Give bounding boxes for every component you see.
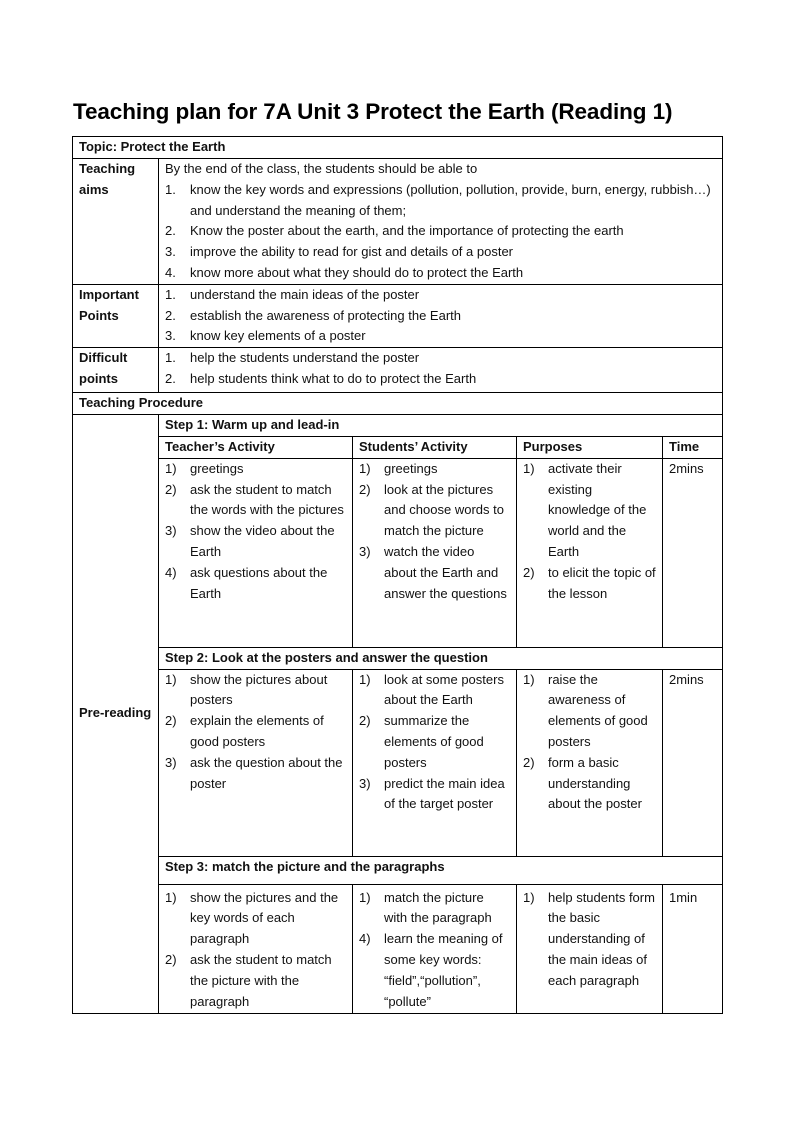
list-item [359, 929, 510, 1012]
list-item-text: know key elements of a poster [190, 328, 366, 344]
important-row [73, 284, 723, 347]
header-purposes: Purposes [517, 436, 663, 458]
aims-label: Teaching aims [73, 159, 159, 285]
time-cell: 2mins [663, 669, 723, 856]
step1-title-row [73, 415, 723, 437]
header-teacher: Teacher’s Activity [159, 436, 353, 458]
list-item [165, 285, 716, 306]
list-item-text: match the picture with the paragraph [384, 889, 492, 926]
list-item [165, 888, 346, 950]
list-item [359, 711, 510, 773]
list-item-number: 3) [359, 543, 371, 559]
purposes-list [523, 670, 656, 816]
list-item-number: 1. [165, 350, 176, 366]
list-item [165, 670, 346, 712]
list-item-number: 2) [165, 713, 177, 729]
step2-title-row [73, 647, 723, 669]
list-item [165, 306, 716, 327]
list-item [359, 459, 510, 480]
list-item-number: 1) [523, 671, 535, 687]
document-title: Teaching plan for 7A Unit 3 Protect the Earth (Reading 1) [73, 99, 673, 124]
procedure-row [73, 393, 723, 415]
list-item [165, 753, 346, 795]
difficult-list [165, 348, 716, 390]
list-item-text: understand the main ideas of the poster [190, 286, 420, 302]
list-item-text: look at some posters about the Earth [384, 671, 504, 708]
list-item [165, 180, 716, 222]
difficult-label: Difficult points [73, 348, 159, 393]
topic-row [73, 137, 723, 159]
list-item [165, 326, 716, 347]
step1-content-row [73, 458, 723, 647]
teacher-activity-list [165, 459, 346, 605]
list-item-text: activate their existing knowledge of the world and the Earth [548, 460, 647, 559]
list-item-text: show the pictures about posters [190, 671, 328, 708]
teacher-activity-list [165, 888, 346, 1013]
list-item-text: watch the video about the Earth and answer the questions [384, 543, 507, 601]
header-time: Time [663, 436, 723, 458]
list-item-text: ask questions about the Earth [190, 564, 328, 601]
difficult-content [159, 348, 723, 393]
list-item-text: greetings [190, 460, 244, 476]
students-activity-list [359, 888, 510, 1013]
students-activity-cell [353, 458, 517, 647]
list-item-text: know the key words and expressions (pollution, pollution, provide, burn, energy, rubbish…) and understand the meaning of them; [190, 181, 711, 218]
teacher-activity-cell [159, 669, 353, 856]
list-item [165, 711, 346, 753]
students-activity-cell [353, 669, 517, 856]
list-item [165, 950, 346, 1012]
list-item-text: Know the poster about the earth, and the importance of protecting the earth [190, 223, 624, 239]
list-item-text: predict the main idea of the target poster [384, 775, 505, 812]
list-item-number: 1) [523, 889, 535, 905]
list-item-number: 4) [165, 564, 177, 580]
list-item-text: learn the meaning of some key words: “field”,“pollution”, “pollute” [384, 931, 503, 1009]
list-item [165, 263, 716, 284]
purposes-list [523, 459, 656, 605]
list-item [165, 369, 716, 390]
list-item-number: 2) [523, 564, 535, 580]
procedure-label: Teaching Procedure [73, 393, 723, 415]
teacher-activity-cell [159, 458, 353, 647]
important-content [159, 284, 723, 347]
step-title: Step 1: Warm up and lead-in [159, 415, 723, 437]
list-item-text: help the students understand the poster [190, 350, 420, 366]
list-item-number: 3. [165, 244, 176, 260]
list-item-text: form a basic understanding about the poster [548, 754, 642, 812]
column-headers-row [73, 436, 723, 458]
list-item-number: 1) [523, 460, 535, 476]
list-item-text: improve the ability to read for gist and details of a poster [190, 244, 514, 260]
list-item-number: 1) [165, 460, 177, 476]
aims-content [159, 159, 723, 285]
topic-cell: Topic: Protect the Earth [73, 137, 723, 159]
list-item-number: 3) [359, 775, 371, 791]
list-item [165, 242, 716, 263]
students-activity-cell [353, 884, 517, 1013]
purposes-cell [517, 669, 663, 856]
list-item [165, 459, 346, 480]
list-item [165, 521, 346, 563]
stage-label: Pre-reading [73, 415, 159, 1013]
aims-row [73, 159, 723, 285]
time-cell: 2mins [663, 458, 723, 647]
list-item [165, 480, 346, 522]
list-item-number: 1. [165, 181, 176, 197]
step-title: Step 3: match the picture and the paragraphs [159, 856, 723, 884]
teacher-activity-cell [159, 884, 353, 1013]
list-item-text: help students form the basic understanding of the main ideas of each paragraph [548, 889, 655, 988]
list-item-number: 2. [165, 370, 176, 386]
list-item [523, 753, 656, 815]
list-item-number: 3) [165, 754, 177, 770]
list-item-text: show the video about the Earth [190, 523, 335, 559]
list-item [359, 542, 510, 604]
teacher-activity-list [165, 670, 346, 795]
list-item [359, 774, 510, 816]
list-item [523, 459, 656, 563]
aims-list [165, 180, 716, 284]
list-item-number: 2) [523, 754, 535, 770]
list-item-text: look at the pictures and choose words to match the picture [384, 481, 504, 539]
teaching-plan-table [72, 136, 723, 1014]
list-item-number: 2) [165, 481, 177, 497]
time-cell: 1min [663, 884, 723, 1013]
list-item-text: know more about what they should do to protect the Earth [190, 264, 524, 280]
list-item-number: 2) [359, 481, 371, 497]
list-item-number: 2) [165, 951, 177, 967]
list-item-text: ask the student to match the words with the pictures [190, 481, 344, 518]
list-item [359, 888, 510, 930]
list-item-number: 1) [359, 889, 371, 905]
list-item [523, 888, 656, 992]
list-item-text: help students think what to do to protect the Earth [190, 370, 477, 386]
list-item [165, 563, 346, 605]
header-students: Students’ Activity [353, 436, 517, 458]
list-item [359, 480, 510, 542]
list-item-number: 1) [165, 889, 177, 905]
list-item-text: greetings [384, 460, 438, 476]
aims-intro: By the end of the class, the students should be able to [165, 161, 478, 176]
list-item-number: 2. [165, 223, 176, 239]
list-item-text: to elicit the topic of the lesson [548, 564, 656, 601]
list-item [165, 348, 716, 369]
list-item-number: 1) [165, 671, 177, 687]
difficult-row [73, 348, 723, 393]
list-item-text: establish the awareness of protecting the Earth [190, 307, 461, 323]
list-item-number: 1. [165, 286, 176, 302]
purposes-cell [517, 884, 663, 1013]
list-item-number: 2. [165, 307, 176, 323]
list-item-text: raise the awareness of elements of good posters [548, 671, 648, 749]
step-title: Step 2: Look at the posters and answer the question [159, 647, 723, 669]
list-item-text: ask the question about the poster [190, 754, 343, 791]
step3-title-row [73, 856, 723, 884]
list-item-number: 3. [165, 328, 176, 344]
list-item-number: 2) [359, 713, 371, 729]
purposes-cell [517, 458, 663, 647]
important-list [165, 285, 716, 347]
list-item-text: summarize the elements of good posters [384, 713, 484, 770]
list-item [523, 670, 656, 753]
important-label: Important Points [73, 284, 159, 347]
students-activity-list [359, 670, 510, 816]
list-item-text: show the pictures and the key words of each paragraph [190, 889, 339, 947]
list-item-number: 1) [359, 460, 371, 476]
step3-content-row [73, 884, 723, 1013]
step2-content-row [73, 669, 723, 856]
list-item-number: 1) [359, 671, 371, 687]
students-activity-list [359, 459, 510, 605]
list-item [359, 670, 510, 712]
list-item-number: 4. [165, 264, 176, 280]
list-item-number: 3) [165, 523, 177, 539]
list-item [523, 563, 656, 605]
list-item-text: ask the student to match the picture with the paragraph [190, 951, 332, 1009]
list-item-number: 4) [359, 931, 371, 947]
list-item-text: explain the elements of good posters [190, 713, 324, 749]
list-item [165, 221, 716, 242]
purposes-list [523, 888, 656, 992]
